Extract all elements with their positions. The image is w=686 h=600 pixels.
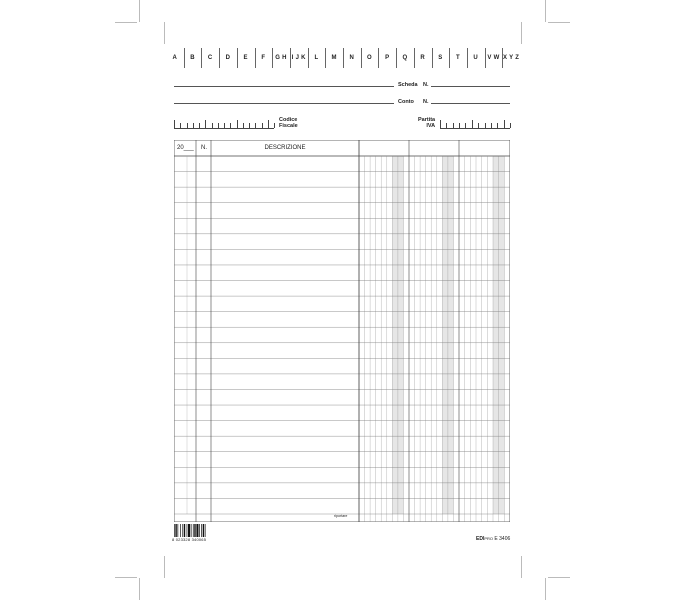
tab-r: R xyxy=(420,55,425,61)
crop-mark xyxy=(115,22,137,23)
crop-mark xyxy=(521,556,522,578)
col-description-header: DESCRIZIONE xyxy=(264,145,306,151)
conto-line xyxy=(174,103,394,104)
tab-gh: G H xyxy=(275,55,287,61)
crop-mark xyxy=(164,556,165,578)
scheda-label: Scheda xyxy=(398,82,418,88)
barcode-bar xyxy=(201,524,202,537)
codice-fiscale-label-line1: Codice xyxy=(279,117,298,123)
box-tick xyxy=(491,123,492,128)
scheda-number-line xyxy=(431,86,510,87)
tab-separator xyxy=(361,48,362,68)
barcode-bar xyxy=(180,524,181,537)
box-tick xyxy=(446,123,447,128)
tab-separator xyxy=(237,48,238,68)
crop-mark xyxy=(548,577,570,578)
box-tick xyxy=(440,120,441,128)
box-tick xyxy=(237,120,238,128)
col-year-header: 20___ xyxy=(177,145,194,151)
tab-vw: V W xyxy=(487,55,500,61)
crop-mark xyxy=(139,0,140,22)
crop-mark xyxy=(545,578,546,600)
ledger-grid xyxy=(174,140,510,522)
tab-separator xyxy=(414,48,415,68)
tab-b: B xyxy=(190,55,195,61)
codice-fiscale-boxes xyxy=(174,120,274,129)
box-tick xyxy=(199,123,200,128)
box-tick xyxy=(459,123,460,128)
conto-label: Conto xyxy=(398,99,414,105)
brand-mark xyxy=(476,536,510,542)
codice-fiscale-label-line2: Fiscale xyxy=(279,123,298,129)
barcode-bar xyxy=(191,524,192,537)
box-tick xyxy=(268,120,269,128)
tab-t: T xyxy=(456,55,461,61)
ledger-table xyxy=(174,140,510,522)
box-tick xyxy=(478,123,479,128)
tab-separator xyxy=(467,48,468,68)
tab-separator xyxy=(343,48,344,68)
barcode-bar xyxy=(199,524,200,537)
barcode-bar xyxy=(184,524,185,537)
box-tick xyxy=(274,123,275,128)
tab-separator xyxy=(432,48,433,68)
tab-separator xyxy=(449,48,450,68)
box-tick xyxy=(187,123,188,128)
box-tick xyxy=(205,120,206,128)
brand-code: E 3406 xyxy=(494,536,511,542)
tab-u: U xyxy=(473,55,479,61)
box-tick xyxy=(262,123,263,128)
tab-separator xyxy=(308,48,309,68)
tab-separator xyxy=(201,48,202,68)
col-number-header: N. xyxy=(201,145,207,151)
box-tick xyxy=(504,120,505,128)
barcode-bar xyxy=(178,524,179,537)
box-tick xyxy=(485,123,486,128)
tab-separator xyxy=(502,48,503,68)
box-tick xyxy=(497,123,498,128)
box-tick xyxy=(510,123,511,128)
tab-xyz: X Y Z xyxy=(502,55,520,61)
crop-mark xyxy=(139,578,140,600)
conto-number-label: N. xyxy=(423,99,429,105)
barcode-bar xyxy=(193,524,194,537)
barcode-bar xyxy=(182,524,183,537)
barcode xyxy=(174,524,214,537)
scheda-number-label: N. xyxy=(423,82,429,88)
tab-a: A xyxy=(172,55,178,61)
tab-separator xyxy=(290,48,291,68)
box-tick xyxy=(224,123,225,128)
crop-mark xyxy=(548,22,570,23)
tab-separator xyxy=(272,48,273,68)
alphabet-index xyxy=(166,48,520,68)
tab-separator xyxy=(184,48,185,68)
tab-c: C xyxy=(207,55,213,61)
box-tick xyxy=(249,123,250,128)
tab-e: E xyxy=(243,55,248,61)
crop-mark xyxy=(521,22,522,44)
partita-iva-label-line2: IVA xyxy=(426,123,436,129)
riportare-label: riportare xyxy=(334,514,348,518)
tab-separator xyxy=(255,48,256,68)
barcode-bar xyxy=(205,524,206,537)
barcode-bar xyxy=(175,524,176,537)
brand-name: EDI xyxy=(476,536,485,542)
barcode-bar xyxy=(203,524,204,537)
barcode-digits: 8 023328 340065 xyxy=(172,537,207,542)
partita-iva-label xyxy=(418,117,435,129)
box-tick xyxy=(472,120,473,128)
conto-number-line xyxy=(431,103,510,104)
crop-mark xyxy=(545,0,546,22)
tab-separator xyxy=(219,48,220,68)
box-tick xyxy=(230,123,231,128)
tab-d: D xyxy=(225,55,231,61)
box-tick xyxy=(453,123,454,128)
barcode-bar xyxy=(187,524,188,537)
tab-s: S xyxy=(438,55,443,61)
box-tick xyxy=(218,123,219,128)
ledger-frame xyxy=(174,140,510,522)
tab-l: L xyxy=(314,55,319,61)
box-tick xyxy=(255,123,256,128)
box-tick xyxy=(212,123,213,128)
partita-iva-label-line1: Partita xyxy=(418,117,436,123)
tab-separator xyxy=(485,48,486,68)
tab-p: P xyxy=(385,55,390,61)
tab-f: F xyxy=(261,55,266,61)
barcode-bar xyxy=(174,524,175,537)
box-tick xyxy=(465,123,466,128)
barcode-bar xyxy=(188,524,190,537)
box-tick xyxy=(193,123,194,128)
box-tick xyxy=(174,120,175,128)
tab-m: M xyxy=(331,55,337,61)
barcode-bar xyxy=(196,524,198,537)
partita-iva-boxes xyxy=(440,120,510,129)
tab-separator xyxy=(396,48,397,68)
tab-q: Q xyxy=(402,55,408,61)
barcode-bar xyxy=(194,524,195,537)
brand-suffix: PRO xyxy=(484,536,494,541)
box-tick xyxy=(243,123,244,128)
tab-n: N xyxy=(349,55,355,61)
crop-mark xyxy=(164,22,165,44)
tab-separator xyxy=(378,48,379,68)
crop-mark xyxy=(115,577,137,578)
codice-fiscale-label xyxy=(279,117,298,129)
tab-o: O xyxy=(367,55,373,61)
scheda-line xyxy=(174,86,394,87)
tab-separator xyxy=(325,48,326,68)
tab-ijk: I J K xyxy=(291,55,306,61)
box-tick xyxy=(180,123,181,128)
